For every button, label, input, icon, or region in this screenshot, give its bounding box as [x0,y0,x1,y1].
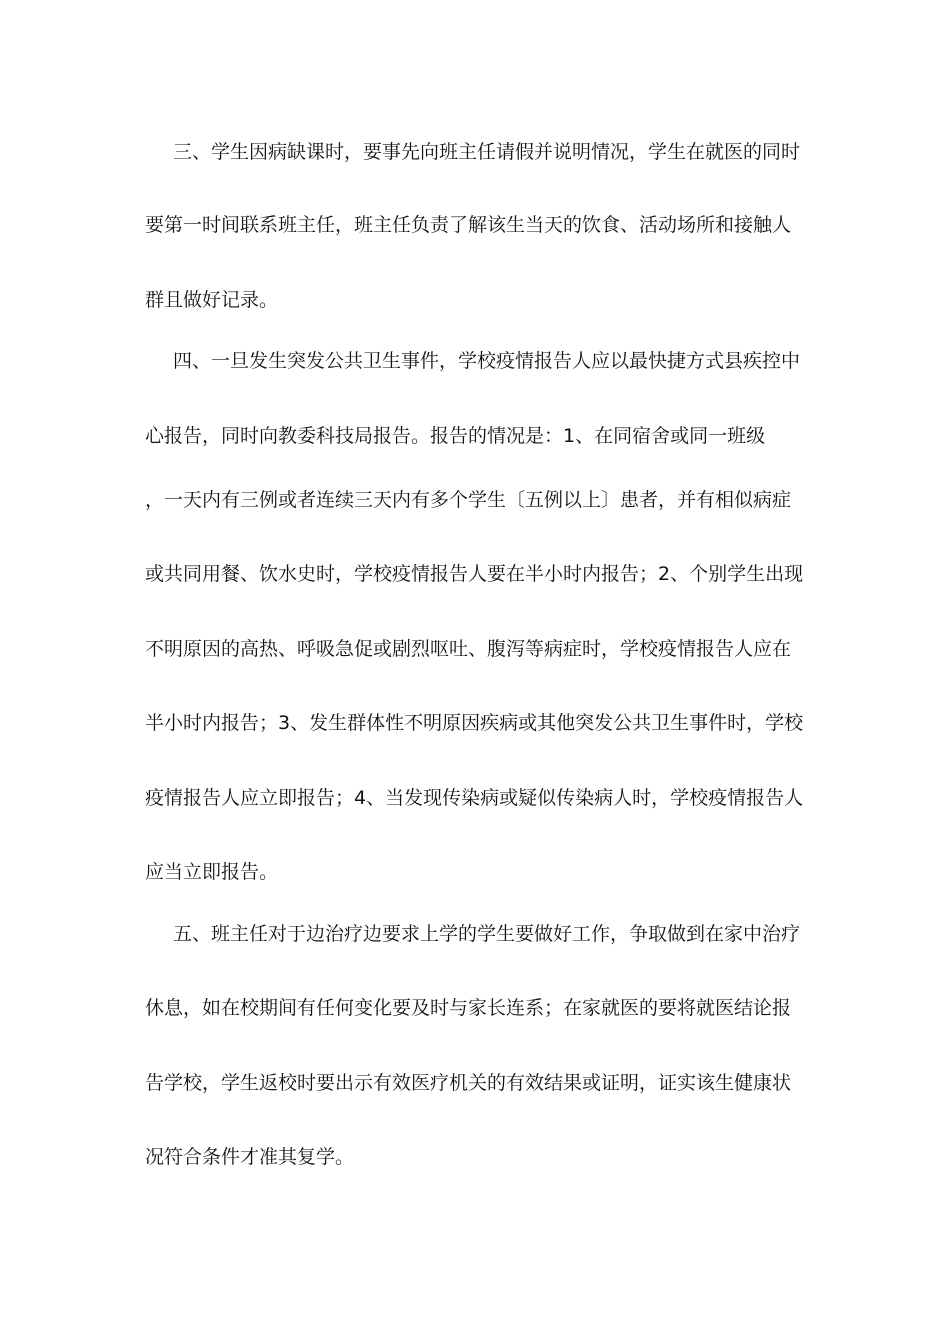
paragraph-5-line-1: 五、班主任对于边治疗边要求上学的学生要做好工作，争取做到在家中治疗 [173,923,801,945]
paragraph-4-line-4: 或共同用餐、饮水史时，学校疫情报告人要在半小时内报告；2、个别学生出现 [145,563,804,585]
paragraph-5-line-3: 告学校，学生返校时要出示有效医疗机关的有效结果或证明，证实该生健康状 [145,1072,792,1094]
paragraph-4-line-5: 不明原因的高热、呼吸急促或剧烈呕吐、腹泻等病症时，学校疫情报告人应在 [145,638,792,660]
paragraph-4-line-1: 四、一旦发生突发公共卫生事件，学校疫情报告人应以最快捷方式县疾控中 [173,350,801,372]
paragraph-4-line-7: 疫情报告人应立即报告；4、当发现传染病或疑似传染病人时，学校疫情报告人 [145,787,804,809]
paragraph-3-line-1: 三、学生因病缺课时，要事先向班主任请假并说明情况，学生在就医的同时 [173,141,801,163]
paragraph-4-line-2: 心报告，同时向教委科技局报告。报告的情况是：1、在同宿舍或同一班级 [145,425,766,447]
paragraph-5-line-2: 休息，如在校期间有任何变化要及时与家长连系；在家就医的要将就医结论报 [145,997,792,1019]
paragraph-4-line-8: 应当立即报告。 [145,861,279,883]
paragraph-4-line-6: 半小时内报告；3、发生群体性不明原因疾病或其他突发公共卫生事件时，学校 [145,712,804,734]
paragraph-3-line-2: 要第一时间联系班主任，班主任负责了解该生当天的饮食、活动场所和接触人 [145,214,792,236]
paragraph-3-line-3: 群且做好记录。 [145,289,279,311]
paragraph-5-line-4: 况符合条件才准其复学。 [145,1146,355,1168]
paragraph-4-line-3: ，一天内有三例或者连续三天内有多个学生〔五例以上〕患者，并有相似病症 [145,489,792,511]
